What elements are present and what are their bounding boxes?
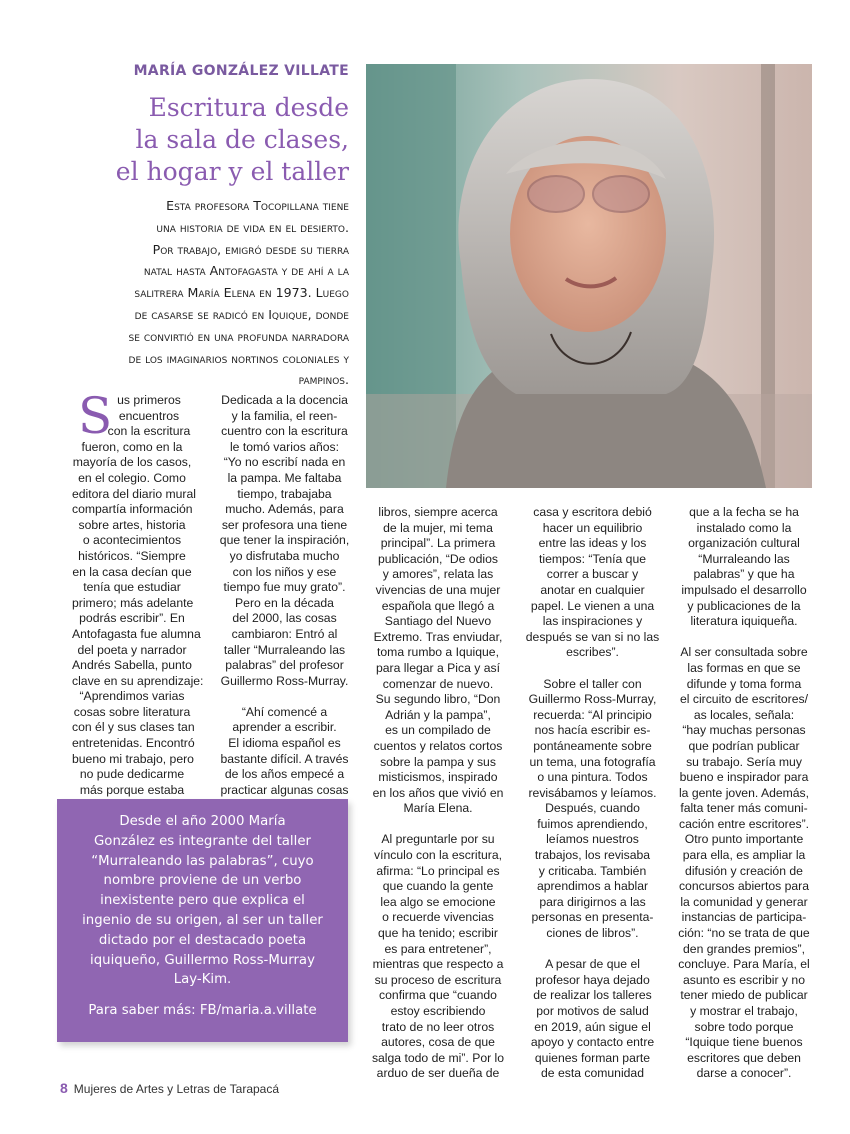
text-line: de realizar los talleres (533, 988, 652, 1003)
text-line: tener miedo de publicar (680, 988, 808, 1003)
text-line: la comunidad y generar (680, 894, 808, 909)
text-line: estoy escribiendo (390, 1004, 486, 1018)
text-line: aprender a escribir. (232, 720, 337, 735)
text-line: tiempo, trabajaba (237, 486, 332, 501)
text-line: aprendimos a hablar (536, 879, 649, 894)
text-line: vivencias de una mujer (375, 582, 501, 597)
lead-line: se convirtió en una profunda narradora (128, 328, 349, 344)
text-line: la pampa. Me faltaba (227, 470, 342, 485)
text-line: encuentros (118, 408, 180, 423)
lead-line: de los imaginarios nortinos coloniales y (128, 350, 349, 366)
text-line: practicar algunas cosas (220, 782, 349, 797)
text-line: cosas sobre literatura (73, 704, 191, 719)
text-line: tenía que estudiar (83, 580, 181, 595)
text-line: tiempos: “Tenía que (538, 551, 647, 566)
text-line: as locales, señala: (693, 707, 795, 722)
info-box (57, 799, 348, 1042)
text-line: en la casa decían que (72, 564, 192, 579)
text-line: y publicaciones de la (687, 598, 801, 613)
text-line: hacer un equilibrio (542, 520, 643, 535)
lead-line: salitrera María Elena en 1973. Luego (134, 285, 349, 301)
text-line: del 2000, las cosas (232, 611, 337, 626)
text-line: libros, siempre acerca (378, 505, 498, 519)
text-line: que cuando la gente (382, 879, 494, 894)
text-line: Adrián y la pampa”, (385, 707, 491, 722)
text-line: apoyo y contacto entre (530, 1035, 655, 1050)
text-line: un tema, una fotografía (529, 754, 656, 769)
text-line: primero; más adelante (72, 595, 194, 610)
paragraph-gap (674, 630, 814, 646)
text-line: que podrían publicar (688, 738, 800, 753)
text-line: principal”. La primera (380, 536, 496, 551)
text-line: sobre todo porque (694, 1019, 794, 1034)
title-line: el hogar y el taller (115, 157, 349, 186)
text-line: difunde y toma forma (686, 676, 802, 691)
text-line: lea algo se emocione (380, 894, 496, 909)
paragraph-gap (521, 661, 664, 677)
text-line: o recuerde vivencias (382, 910, 494, 925)
text-line: cambiaron: Entró al (231, 626, 338, 641)
text-line: arduo de ser dueña de (376, 1066, 500, 1081)
info-box-text (57, 812, 348, 990)
text-line: revisábamos y leíamos. (528, 785, 657, 800)
text-line: española que llegó a (381, 598, 495, 613)
text-line: de los años empecé a (224, 767, 345, 782)
text-line: le tomó varios años: (229, 439, 340, 454)
text-line: fueron, como en la (81, 439, 183, 454)
text-line: trabajos, los revisaba (534, 848, 651, 863)
text-line: históricos. “Siempre (78, 548, 186, 563)
page-number: 8 (60, 1080, 68, 1096)
text-line: asunto es escribir y no (683, 972, 805, 987)
text-line: falta tener más comuni- (680, 801, 808, 816)
text-line: toma rumbo a Iquique, (377, 645, 499, 660)
portrait-photo-image (366, 64, 812, 488)
text-line: nos hacía escribir es- (534, 723, 651, 738)
lead-line: Esta profesora Tocopillana tiene (166, 198, 349, 213)
article-column-1 (72, 393, 204, 814)
article-column-3 (369, 505, 507, 1082)
text-line: Pero en la década (235, 595, 334, 610)
text-line: casa y escritora debió (533, 505, 652, 519)
text-line: difusión y creación de (685, 863, 803, 878)
text-line: las formas en que se (687, 660, 801, 675)
text-line: El idioma español es (228, 736, 341, 751)
text-line: cuentos y relatos cortos (373, 738, 503, 753)
title-line: Escritura desde (148, 93, 349, 122)
text-line: leíamos nuestros (546, 832, 639, 847)
text-line: y criticaba. También (538, 863, 647, 878)
text-line: más porque estaba (79, 782, 185, 797)
text-line: instalado como la (696, 520, 792, 535)
page-footer (60, 1080, 279, 1096)
article-column-4 (521, 505, 664, 1082)
lead-line: pampinos. (298, 372, 349, 388)
text-line: Santiago del Nuevo (384, 614, 492, 629)
text-line: para llegar a Pica y así (376, 660, 500, 675)
text-line: cación entre escritores”. (678, 816, 810, 831)
text-line: es para entretener”, (384, 941, 492, 956)
text-line: su trabajo. Sería muy (686, 754, 802, 769)
text-line: Antofagasta fue alumna (72, 626, 201, 641)
info-box-line: iquiqueño, Guillermo Ross-Murray (90, 952, 315, 968)
text-line: no pude dedicarme (79, 767, 185, 782)
text-line: el circuito de escritores/ (679, 692, 809, 707)
text-line: escritores que deben (687, 1050, 801, 1065)
text-line: papel. Le vienen a una (530, 598, 655, 613)
text-line: con él y sus clases tan (72, 720, 195, 735)
text-line: su proceso de escritura (374, 972, 502, 987)
text-line: en 2019, aún sigue el (534, 1019, 651, 1034)
text-line: A pesar de que el (545, 957, 640, 972)
text-line: podrás escribir”. En (79, 611, 185, 626)
text-line: María Elena. (403, 801, 473, 816)
text-line: o una pintura. Todos (537, 770, 648, 785)
text-line: autores, cosa de que (381, 1035, 495, 1050)
text-line: correr a buscar y (546, 567, 639, 582)
text-line: afirma: “Lo principal es (376, 863, 500, 878)
text-line: organización cultural (688, 536, 800, 551)
text-line: Guillermo Ross-Murray. (220, 673, 349, 688)
text-line: Al preguntarle por su (381, 832, 495, 847)
text-line: del poeta y narrador (77, 642, 187, 657)
drop-cap: S (78, 387, 113, 445)
author-name: MARÍA GONZÁLEZ VILLATE (133, 63, 349, 79)
text-line: tiempo fue muy grato”. (223, 580, 346, 595)
text-line: den grandes premios”, (683, 941, 805, 956)
text-line: confirma que “cuando (379, 988, 497, 1003)
text-line: profesor haya dejado (535, 972, 650, 987)
title-line: la sala de clases, (135, 125, 349, 154)
info-box-line: Desde el año 2000 María (119, 814, 286, 829)
info-box-line: “Murraleando las palabras”, cuyo (91, 853, 314, 869)
text-line: en el colegio. Como (78, 470, 186, 485)
text-line: Andrés Sabella, punto (72, 658, 192, 673)
text-line: para dirigirnos a las (539, 894, 646, 909)
text-line: de la mujer, mi tema (383, 520, 493, 535)
text-line: instancias de participa- (681, 910, 807, 925)
text-line: Después, cuando (545, 801, 640, 816)
text-line: “hay muchas personas (682, 723, 806, 738)
text-line: vínculo con la escritura, (373, 848, 503, 863)
info-box-line: inexistente pero que explica el (100, 893, 305, 909)
text-line: editora del diario mural (72, 486, 196, 501)
publication-name: Mujeres de Artes y Letras de Tarapacá (73, 1082, 280, 1096)
text-line: pontáneamente sobre (533, 738, 652, 753)
text-line: de esta comunidad (541, 1066, 644, 1081)
text-line: Al ser consultada sobre (680, 645, 808, 660)
text-line: ser profesora una tiene (221, 517, 348, 532)
text-line: para ella, es ampliar la (682, 848, 806, 863)
text-line: sobre la pampa y sus (380, 754, 496, 769)
text-line: personas en presenta- (531, 910, 654, 925)
text-line: clave en su aprendizaje: (72, 673, 204, 688)
paragraph-gap (521, 942, 664, 958)
text-line: que tener la inspiración, (219, 533, 350, 548)
text-line: Su segundo libro, “Don (375, 692, 501, 707)
text-line: compartía información (72, 502, 193, 517)
text-line: taller “Murraleando las (223, 642, 346, 657)
text-line: fuimos aprendiendo, (537, 816, 648, 831)
text-line: entretenidas. Encontró (72, 736, 195, 751)
text-line: yo disfrutaba mucho (229, 548, 340, 563)
text-line: recuerda: “Al principio (533, 707, 652, 722)
text-line: literatura iquiqueña. (690, 614, 798, 629)
text-line: o acontecimientos (82, 533, 182, 548)
article-title (80, 92, 349, 188)
text-line: con los niños y ese (232, 564, 337, 579)
text-line: después se van si no las (525, 629, 660, 644)
text-line: Dedicada a la docencia (221, 393, 348, 407)
lead-line: una historia de vida en el desierto. (156, 219, 349, 235)
text-line: quienes forman parte (534, 1050, 651, 1065)
text-line: mayoría de los casos, (72, 455, 192, 470)
info-box-line: ingenio de su origen, al ser un taller (82, 912, 323, 928)
text-line: cuentro con la escritura (221, 424, 348, 439)
article-column-5 (674, 505, 814, 1082)
text-line: mucho. Además, para (225, 502, 344, 517)
text-line: publicación, “De odios (378, 551, 498, 566)
text-line: palabras” y que ha (693, 567, 795, 582)
text-line: entre las ideas y los (538, 536, 647, 551)
text-line: sobre artes, historia (78, 517, 186, 532)
text-line: palabras” del profesor (225, 658, 344, 673)
text-line: us primeros (117, 393, 181, 407)
text-line: por motivos de salud (536, 1004, 649, 1018)
text-line: anotar en cualquier (540, 582, 645, 597)
text-line: darse a conocer”. (696, 1066, 792, 1081)
text-line: y amores”, relata las (382, 567, 494, 582)
portrait-photo (366, 64, 812, 488)
text-line: bastante difícil. A través (220, 751, 349, 766)
text-line: que ha tenido; escribir (378, 926, 498, 941)
text-line: en los años que vivió en (372, 785, 504, 800)
text-line: salga todo de mi”. Por lo (371, 1050, 505, 1065)
text-line: y mostrar el trabajo, (690, 1004, 798, 1018)
text-line: que a la fecha se ha (689, 505, 799, 519)
info-box-line: González es integrante del taller (94, 833, 311, 849)
text-line: con la escritura (107, 424, 191, 439)
text-line: bueno mi trabajo, pero (72, 751, 194, 766)
text-line: Otro punto importante (684, 832, 804, 847)
text-line: concluye. Para María, el (678, 957, 810, 972)
text-line: es un compilado de (385, 723, 491, 738)
text-line: “Iquique tiene buenos (685, 1035, 803, 1050)
paragraph-gap (369, 817, 507, 833)
lead-line: natal hasta Antofagasta y de ahí a la (143, 263, 349, 279)
text-line: “Aprendimos varias (79, 689, 185, 704)
text-line: comenzar de nuevo. (382, 676, 494, 691)
text-line: concursos abiertos para (678, 879, 810, 894)
text-line: “Murraleando las (698, 551, 790, 566)
info-box-link[interactable]: Para saber más: FB/maria.a.villate (88, 1003, 317, 1018)
text-line: ción: “no se trata de que (678, 926, 810, 941)
lead-paragraph (60, 195, 349, 391)
text-line: “Yo no escribí nada en (223, 455, 346, 470)
lead-line: de casarse se radicó en Iquique, donde (134, 306, 349, 322)
text-line: misticismos, inspirado (378, 770, 498, 785)
text-line: impulsado el desarrollo (681, 582, 807, 597)
text-line: escribes”. (566, 645, 619, 660)
text-line: trato de no leer otros (381, 1019, 495, 1034)
paragraph-gap (218, 689, 351, 705)
text-line: y la familia, el reen- (231, 408, 338, 423)
info-box-line: dictado por el destacado poeta (98, 932, 307, 948)
article-column-2 (218, 393, 351, 814)
lead-line: Por trabajo, emigró desde su tierra (152, 241, 349, 257)
text-line: Extremo. Tras enviudar, (373, 629, 503, 644)
text-line: bueno e inspirador para (679, 770, 809, 785)
info-box-line: nombre proviene de un verbo (103, 873, 302, 889)
text-line: las inspiraciones y (542, 614, 643, 629)
text-line: Sobre el taller con (543, 676, 642, 691)
text-line: Guillermo Ross-Murray, (528, 692, 657, 707)
info-box-line: Lay-Kim. (173, 972, 232, 988)
text-line: mientras que respecto a (372, 957, 504, 972)
text-line: la gente joven. Además, (678, 785, 810, 800)
text-line: ciones de libros”. (546, 926, 639, 941)
text-line: “Ahí comencé a (241, 704, 328, 719)
